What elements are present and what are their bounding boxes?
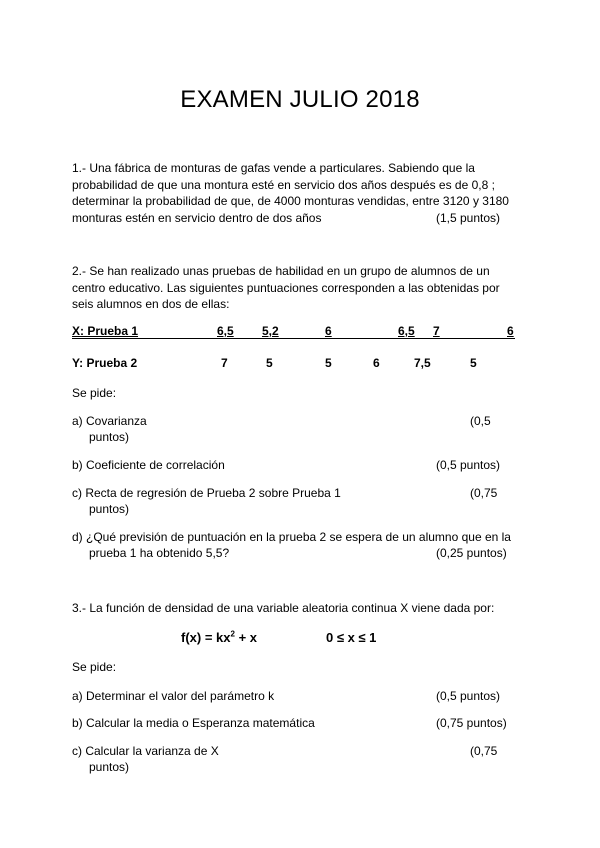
q2-item-d-points: (0,25 puntos) (436, 546, 507, 560)
row-y-label: Y: Prueba 2 (72, 356, 138, 370)
q2-item-a: a) Covarianza (72, 414, 147, 428)
q3-item-c-points: (0,75 (470, 744, 498, 758)
row-y-value: 7 (221, 356, 228, 370)
row-y-value: 6 (373, 356, 380, 370)
row-x-value: 6,5 (217, 324, 234, 338)
q1-points: (1,5 puntos) (435, 210, 500, 225)
q2-item-a-points-cont: puntos) (89, 430, 130, 444)
row-x-value: 7 (433, 324, 440, 338)
row-x-value: 5,2 (262, 324, 279, 338)
q2-line: 2.- Se han realizado unas pruebas de habilidad en un grupo de alumnos de un (72, 264, 490, 278)
q1-line: determinar la probabilidad de que, de 4000 monturas vendidas, entre 3120 y 3180 (72, 194, 509, 208)
q3-item-a-points: (0,5 puntos) (436, 689, 501, 703)
row-x-value: 6 (325, 324, 332, 338)
q1-line: probabilidad de que una montura esté en servicio dos años después es de 0,8 ; (72, 177, 495, 192)
row-x-value: 6 (507, 324, 514, 338)
q3-item-b: b) Calcular la media o Esperanza matemática (72, 716, 315, 730)
q3-item-c-points-cont: puntos) (89, 760, 130, 774)
q3-intro: 3.- La función de densidad de una variable aleatoria continua X viene dada por: (72, 601, 495, 615)
question-2 (72, 263, 527, 313)
formula-lhs: f(x) = kx (181, 630, 231, 645)
q1-line: monturas estén en servicio dentro de dos años (72, 210, 322, 225)
q2-item-b-points: (0,5 puntos) (436, 458, 501, 472)
q2-item-d: d) ¿Qué previsión de puntuación en la prueba 2 se espera de un alumno que en la (72, 530, 511, 544)
q2-line: centro educativo. Las siguientes puntuaciones corresponden a las obtenidas por (72, 280, 500, 295)
q2-item-c-points: (0,75 (470, 486, 498, 500)
q2-item-a-points: (0,5 (470, 414, 491, 428)
question-1 (72, 160, 527, 226)
row-y-value: 7,5 (414, 356, 431, 370)
row-y-value: 5 (470, 356, 477, 370)
q3-formula-domain: 0 ≤ x ≤ 1 (326, 630, 377, 645)
row-y-value: 5 (325, 356, 332, 370)
q3-se-pide: Se pide: (72, 660, 117, 674)
q3-item-c: c) Calcular la varianza de X (72, 744, 219, 758)
formula-rhs: + x (234, 630, 257, 645)
q2-se-pide: Se pide: (72, 386, 117, 400)
q2-line: seis alumnos en dos de ellas: (72, 297, 230, 311)
q2-item-b: b) Coeficiente de correlación (72, 458, 225, 472)
q3-item-b-points: (0,75 puntos) (436, 716, 507, 730)
q3-formula (181, 630, 257, 645)
q2-item-c: c) Recta de regresión de Prueba 2 sobre Prueba 1 (72, 486, 341, 500)
row-x-label: X: Prueba 1 (72, 324, 139, 338)
q3-item-a: a) Determinar el valor del parámetro k (72, 689, 275, 703)
row-x-value: 6,5 (398, 324, 415, 338)
formula-exponent: 2 (230, 629, 235, 639)
page-title: EXAMEN JULIO 2018 (180, 86, 420, 113)
row-y-value: 5 (266, 356, 273, 370)
q2-item-d-cont: prueba 1 ha obtenido 5,5? (89, 546, 230, 560)
q1-line: 1.- Una fábrica de monturas de gafas vende a particulares. Sabiendo que la (72, 161, 475, 175)
q2-item-c-points-cont: puntos) (89, 502, 130, 516)
